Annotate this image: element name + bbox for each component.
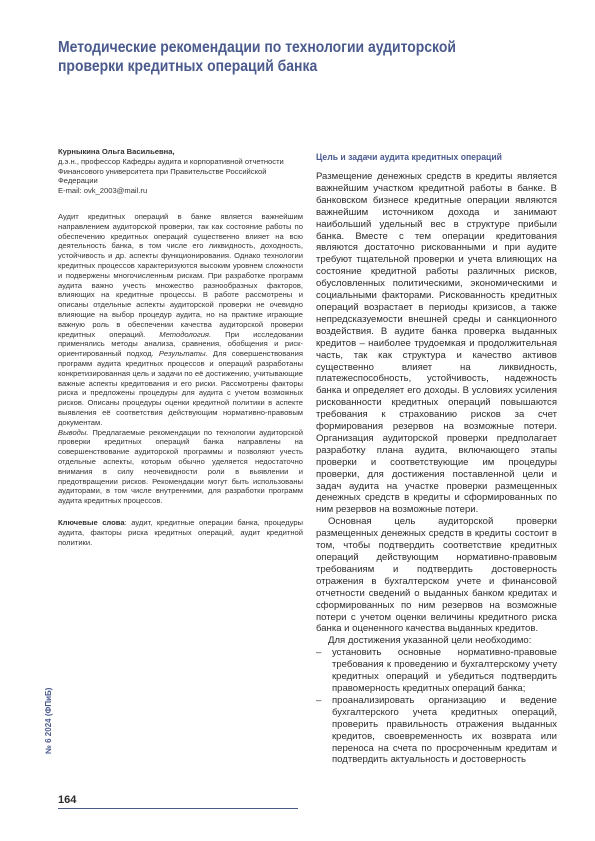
- body-paragraph-3: Для достижения указанной цели необходимо:: [328, 635, 532, 647]
- abstract: [58, 212, 303, 506]
- page-rule: [58, 808, 298, 809]
- abstract-conclusions: [58, 428, 303, 506]
- abstract-conclusions-text: Предлагаемые рекомендации по технологии аудиторской проверки кредитных операций банка направлены на совершенствование аудиторской программы и позволяют учесть отдельные аспекты, которым обычно уделяется недостаточно внимания в силу неочевидности роли в выявлении и предотвращении рисков. Рекомендации могут быть использованы аудиторами, в том числе внутренними, для разработки программ аудита кредитных процессов.: [58, 427, 303, 506]
- abstract-methodology-text: При исследовании применялись методы анализа, сравнения, обобщения и риск-ориентированный подход.: [58, 329, 303, 359]
- list-item-text: проанализировать организацию и ведение бухгалтерского учета кредитных операций, проверить правильность отражения выданных кредитов, своевременность их возврата или переноса на счета по просроченным кредитам и подтвердить актуальность и достоверность: [332, 694, 557, 766]
- list-dash: –: [316, 647, 322, 659]
- keywords-text: : аудит, кредитные операции банка, процедуры аудита, факторы риска кредитных операций, аудит кредитной политики.: [58, 518, 304, 547]
- list-dash: –: [316, 694, 322, 706]
- author-position: д.э.н., профессор Кафедры аудита и корпоративной отчетности Финансового университета при Правительстве Российской Федерации: [58, 156, 284, 186]
- article-title: Методические рекомендации по технологии аудиторской проверки кредитных операций банка: [58, 39, 456, 75]
- author-email: E-mail: ovk_2003@mail.ru: [58, 186, 148, 196]
- abstract-methodology-label: Методология.: [159, 329, 212, 339]
- abstract-conclusions-label: Выводы.: [58, 427, 89, 437]
- abstract-results-label: Результаты.: [158, 349, 208, 359]
- keywords-label: Ключевые слова: [58, 518, 125, 527]
- page-number: 164: [58, 794, 77, 806]
- section-heading: Цель и задачи аудита кредитных операций: [316, 152, 502, 163]
- abstract-results-text: Для совершенствования программ аудита кредитных процессов и операций разработаны конкретизированная цель и задачи по её достижению, учитывающие важные аспекты кредитования и его риски. Рассмотрены факторы риска и предложены процедуры для аудита с учетом возможных рисков. Описаны процедуры оценки кредитной политики в аспекте выявления её соответствия действующим нормативно-правовым документам.: [58, 349, 303, 427]
- main-text: [316, 171, 557, 766]
- body-paragraph-2: Основная цель аудиторской проверки размещенных денежных средств в кредиты состоит в том, чтобы подтвердить соответствие кредитных операций действующим нормативно-правовым требованиям и подтвердить достоверность отражения в бухгалтерском учете и финансовой отчетности сведений о выданных банком кредитах и сформированных по ним резервов на возможные потери с учетом оценки величины кредитного риска банка и оцененного качества выданных кредитов.: [316, 516, 557, 635]
- issue-label: № 6 2024 (ФПиБ): [44, 687, 53, 754]
- list-item-text: установить основные нормативно-правовые требования к проведению и бухгалтерскому учету кредитных операций и убедиться подтвердить правомерность кредитных операций банка;: [332, 647, 557, 694]
- task-list: [316, 647, 557, 766]
- abstract-intro: Аудит кредитных операций в банке является важнейшим направлением аудиторской проверки, так как состояние работы по обеспечению кредитных операций существенно влияет на всю деятельность банка, в том числе его ликвидность, доходность, устойчивость и др. аспекты функционирования. Однако технологии кредитных процессов характеризуются высоким уровнем сложности и подвержены многочисленным рискам. При разработке программ аудита важно учесть множество разнообразных факторов, влияющих на кредитные процессы. В работе рассмотрены и описаны отдельные аспекты аудиторской проверки не очевидно влияющие на выбор процедур аудита, но на практике играющие важную роль в обеспечении качества аудиторской проверки кредитных операций.: [58, 212, 303, 339]
- author-name: Курныкина Ольга Васильевна,: [58, 147, 175, 156]
- abstract-paragraph: [58, 212, 303, 428]
- body-paragraph-1: Размещение денежных средств в кредиты является важнейшим участком кредитной работы в банке. В банковском бизнесе кредитные операции являются важнейшим источником дохода и занимают наибольший удельный вес в структуре прибыли банка. Вместе с тем операции кредитования являются достаточно рискованными и при аудите требуют тщательной проверки и учета влияющих на состояние кредитной работы различных рисков, обусловленных политическими, экономическими и социальными факторами. Рискованность кредитных операций возрастает в периоды кризисов, а также непредсказуемости внешней среды и санкционного воздействия. В аудите банка проверка выданных кредитов – наиболее трудоемкая и продолжительная часть, так как структура и качество активов существенно влияет на ликвидность, платежеспособность, устойчивость, надежность банка и определяет его доходы. В условиях усиления рискованности кредитных операций повышаются требования к страхованию рисков за счет формирования резервов на возможные потери. Организация аудиторской проверки предполагает разработку плана аудита, включающего этапы проверки и соответствующие им процедуры проверки, для достижения поставленной цели и задач аудита на участке проверки размещенных денежных средств в кредиты и сформированных по ним резервов на возможные потери.: [316, 171, 557, 516]
- list-item: [316, 647, 557, 695]
- keywords: [58, 518, 303, 547]
- list-item: [316, 695, 557, 766]
- author-block: [58, 147, 303, 196]
